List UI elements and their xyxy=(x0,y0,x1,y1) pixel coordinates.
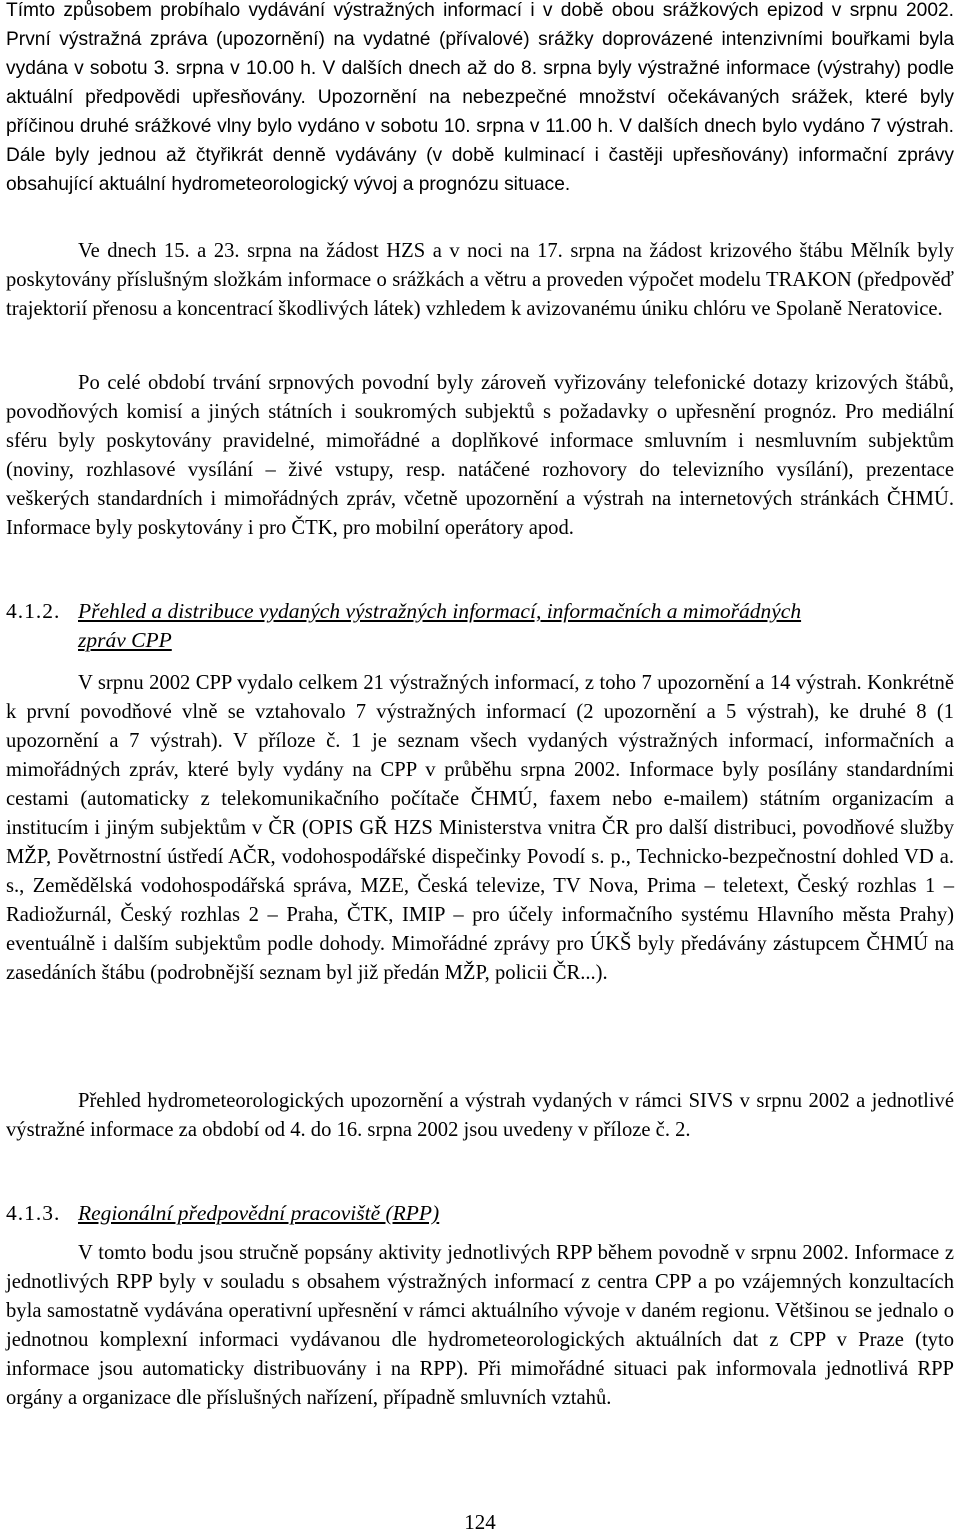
section-number: 4.1.2. xyxy=(6,599,61,623)
paragraph-sivs-overview: Přehled hydrometeorologických upozornění a výstrah vydaných v rámci SIVS v srpnu 2002 a jednotlivé výstražné informace za období od 4. do 16. srpna 2002 jsou uvedeny v příloze č. 2. xyxy=(6,1090,954,1141)
section-heading-4-1-3 xyxy=(6,1199,954,1228)
paragraph-rpp-activities: V tomto bodu jsou stručně popsány aktivity jednotlivých RPP během povodně v srpnu 2002. Informace z jednotlivých RPP byly v souladu s obsahem výstražných informací z centra CPP a po vzájemných konzultacích byla samostatně vydávána operativní upřesnění v rámci aktuálního vývoje v daném regionu. Většinou se jednalo o jednotnou komplexní informaci vydávanou dle hydrometeorologických aktuálních dat z CPP v Praze (tyto informace jsou automaticky distribuovány i na RPP). Při mimořádné situaci pak informovala jednotlivá RPP orgány a organizace dle příslušných nařízení, případně smluvních vztahů. xyxy=(6,1242,954,1409)
section-heading-4-1-2 xyxy=(6,597,954,655)
paragraph-cpp-summary: V srpnu 2002 CPP vydalo celkem 21 výstražných informací, z toho 7 upozornění a 14 výstrah. Konkrétně k první povodňové vlně se vztahovalo 7 výstražných informací (2 upozornění a 5 výstrah), ke druhé 8 (1 upozornění a 7 výstrah). V příloze č. 1 je seznam všech vydaných výstražných informací, informačních a mimořádných zpráv, které byly vydány na CPP v průběhu srpna 2002. Informace byly posílány standardními cestami (automaticky z telekomunikačního počítače ČHMÚ, faxem nebo e-mailem) státním organizacím a institucím i jiným subjektům v ČR (OPIS GŘ HZS Ministerstva vnitra ČR pro další distribuci, povodňové služby MŽP, Povětrnostní ústředí AČR, vodohospodářské dispečinky Povodí s. p., Technicko-bezpečnostní dohled VD a. s., Zemědělská vodohospodářská správa, MZE, Česká televize, TV Nova, Prima – teletext, Český rozhlas 1 – Radiožurnál, Český rozhlas 2 – Praha, ČTK, IMIP – pro účely informačního systému Hlavního města Prahy) eventuálně i dalším subjektům podle dohody. Mimořádné zprávy pro ÚKŠ byly předávány zástupcem ČHMÚ na zasedáních štábu (podrobnější seznam byl již předán MŽP, policii ČR...). xyxy=(6,672,954,984)
page-number: 124 xyxy=(464,1510,496,1534)
paragraph-hzs-requests: Ve dnech 15. a 23. srpna na žádost HZS a v noci na 17. srpna na žádost krizového štábu Mělník byly poskytovány příslušným složkám informace o srážkách a větru a proveden výpočet modelu TRAKON (předpověď trajektorií přenosu a koncentrací škodlivých látek) vzhledem k avizovanému úniku chlóru ve Spolaně Neratovice. xyxy=(6,240,954,320)
section-title: Přehled a distribuce vydaných výstražných informací, informačních a mimořádných xyxy=(78,599,802,623)
section-title-continued: zpráv CPP xyxy=(78,628,172,652)
section-number: 4.1.3. xyxy=(6,1201,61,1225)
paragraph-crisis-queries: Po celé období trvání srpnových povodní byly zároveň vyřizovány telefonické dotazy krizových štábů, povodňových komisí a jiných státních i soukromých subjektů s požadavky o upřesnění prognóz. Pro mediální sféru byly poskytovány pravidelné, mimořádné a doplňkové informace smluvním i nesmluvním subjektům (noviny, rozhlasové vysílání – živé vstupy, resp. natáčené rozhovory do televizního vysílání), prezentace veškerých standardních i mimořádných zpráv, včetně upozornění a výstrah na internetových stránkách ČHMÚ. Informace byly poskytovány i pro ČTK, pro mobilní operátory apod. xyxy=(6,372,954,539)
paragraph-warning-issuance: Tímto způsobem probíhalo vydávání výstražných informací i v době obou srážkových epizod v srpnu 2002. První výstražná zpráva (upozornění) na vydatné (přívalové) srážky doprovázené intenzivními bouřkami byla vydána v sobotu 3. srpna v 10.00 h. V dalších dnech až do 8. srpna byly výstražné informace (výstrahy) podle aktuální předpovědi upřesňovány. Upozornění na nebezpečné množství očekávaných srážek, které byly příčinou druhé srážkové vlny bylo vydáno v sobotu 10. srpna v 11.00 h. V dalších dnech bylo vydáno 7 výstrah. Dále byly jednou až čtyřikrát denně vydávány (v době kulminací i častěji upřesňovány) informační zprávy obsahující aktuální hydrometeorologický vývoj a prognózu situace. xyxy=(6,0,954,195)
section-title: Regionální předpovědní pracoviště (RPP) xyxy=(78,1201,440,1225)
